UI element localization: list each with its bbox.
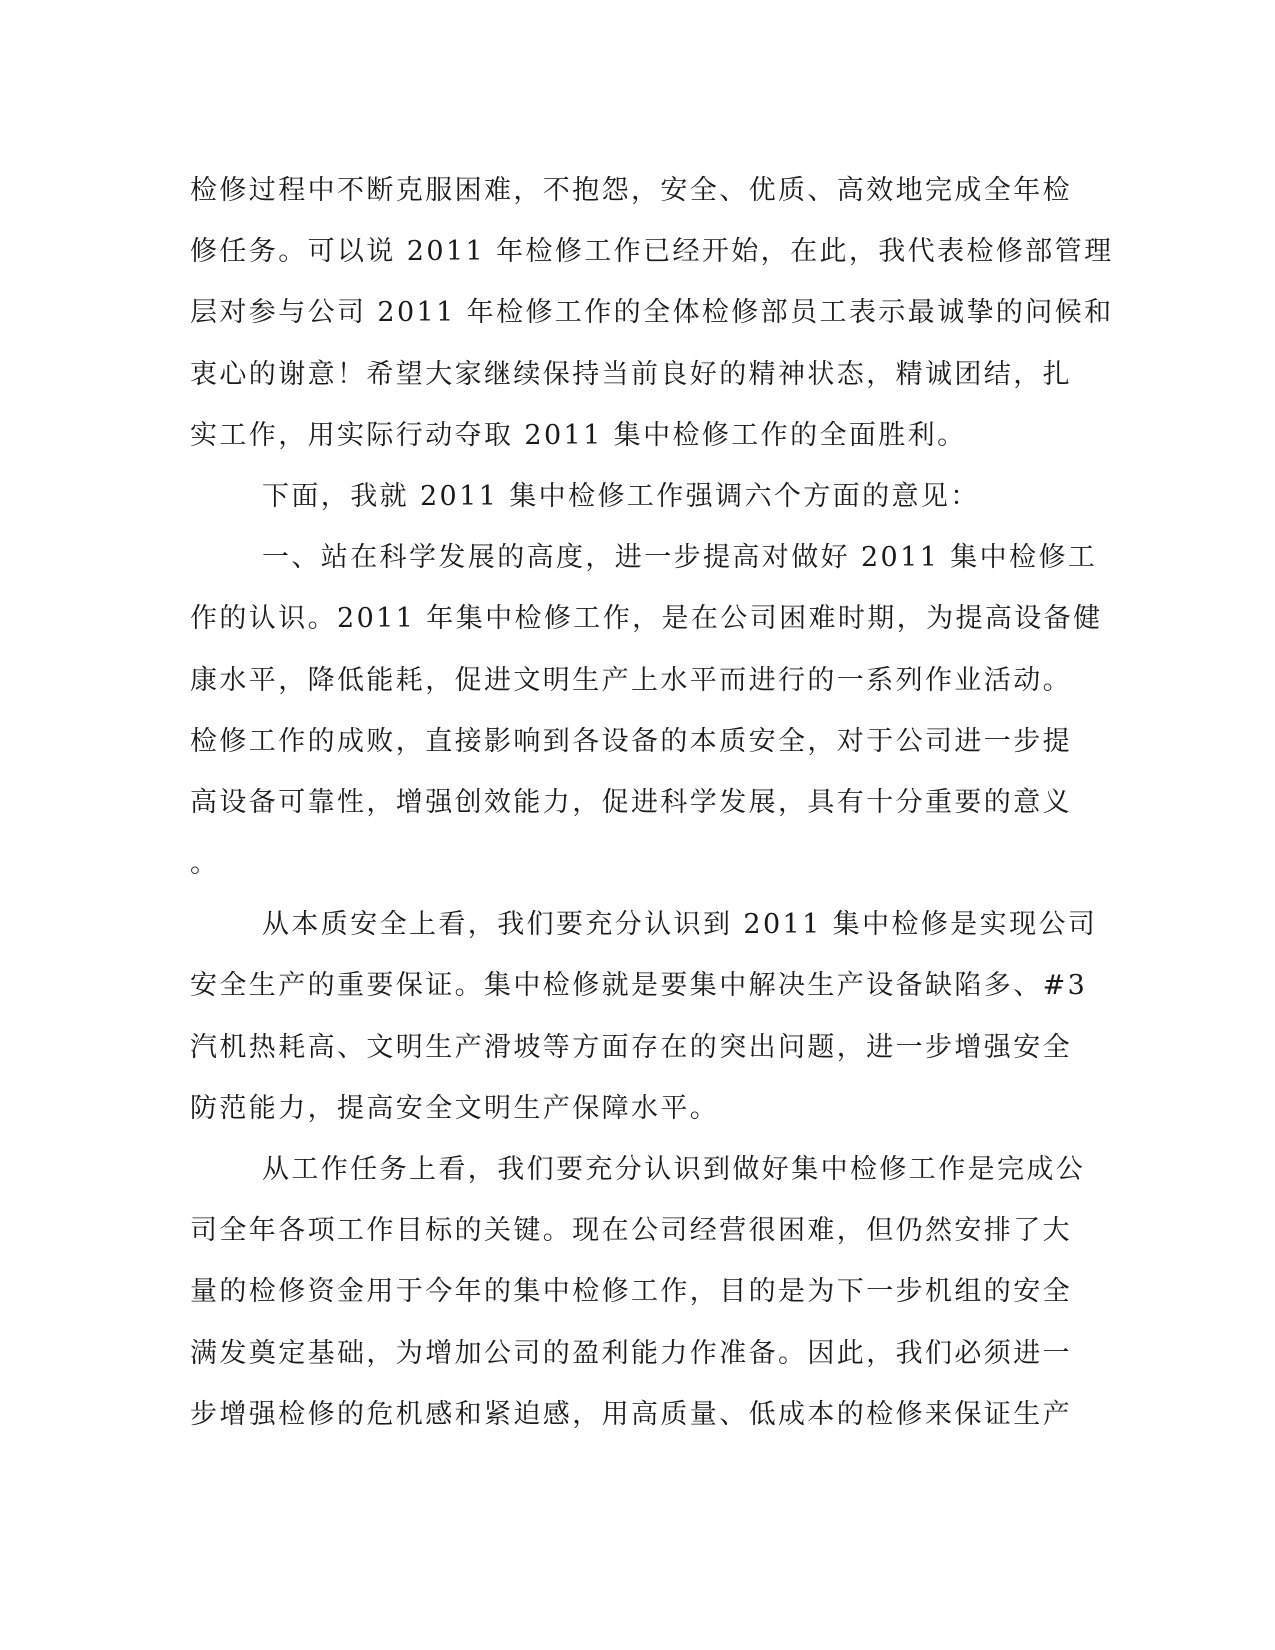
text-line: 衷心的谢意！希望大家继续保持当前良好的精神状态，精诚团结，扎: [190, 358, 1072, 390]
text-line: 。: [190, 848, 220, 880]
text-line: 检修过程中不断克服困难，不抱怨，安全、优质、高效地完成全年检: [190, 175, 1072, 206]
text-line: 修任务。可以说 2011 年检修工作已经开始，在此，我代表检修部管理: [190, 236, 1114, 268]
text-line: 康水平，降低能耗，促进文明生产上水平而进行的一系列作业活动。: [190, 664, 1072, 696]
text-line: 防范能力，提高安全文明生产保障水平。: [190, 1092, 720, 1124]
text-line: 实工作，用实际行动夺取 2011 集中检修工作的全面胜利。: [190, 419, 967, 451]
body-text: [190, 160, 1114, 1445]
text-line: 检修工作的成败，直接影响到各设备的本质安全，对于公司进一步提: [190, 725, 1072, 757]
text-line: 高设备可靠性，增强创效能力，促进科学发展，具有十分重要的意义: [190, 786, 1072, 818]
text-line: 步增强检修的危机感和紧迫感，用高质量、低成本的检修来保证生产: [190, 1398, 1072, 1430]
text-line: 汽机热耗高、文明生产滑坡等方面存在的突出问题，进一步增强安全: [190, 1031, 1072, 1063]
text-line: 量的检修资金用于今年的集中检修工作，目的是为下一步机组的安全: [190, 1276, 1072, 1308]
paragraph-first-line: 一、站在科学发展的高度，进一步提高对做好 2011 集中检修工: [262, 542, 1098, 574]
text-line: 作的认识。2011 年集中检修工作，是在公司困难时期，为提高设备健: [190, 603, 1103, 635]
paragraph-first-line: 下面，我就 2011 集中检修工作强调六个方面的意见：: [262, 480, 980, 512]
text-line: 安全生产的重要保证。集中检修就是要集中解决生产设备缺陷多、#3: [190, 970, 1088, 1002]
text-line: 司全年各项工作目标的关键。现在公司经营很困难，但仍然安排了大: [190, 1215, 1072, 1247]
paragraph-first-line: 从本质安全上看，我们要充分认识到 2011 集中检修是实现公司: [262, 909, 1098, 941]
paragraph-first-line: 从工作任务上看，我们要充分认识到做好集中检修工作是完成公: [262, 1154, 1086, 1185]
text-line: 满发奠定基础，为增加公司的盈利能力作准备。因此，我们必须进一: [190, 1337, 1072, 1369]
text-line: 层对参与公司 2011 年检修工作的全体检修部员工表示最诚挚的问候和: [190, 297, 1114, 329]
